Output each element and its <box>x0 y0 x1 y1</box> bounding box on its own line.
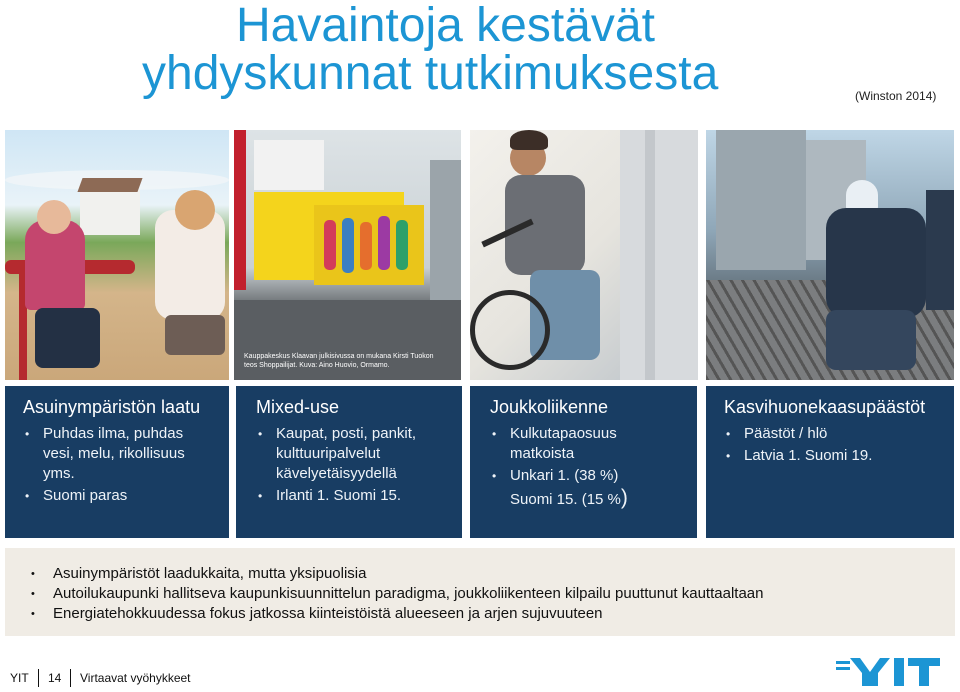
photo-shopping-centre <box>234 130 461 380</box>
footer-brand: YIT <box>10 671 29 685</box>
box-title: Asuinympäristön laatu <box>23 397 201 417</box>
bullet-icon: • <box>25 489 30 503</box>
summary-bullet: • Asuinympäristöt laadukkaita, mutta yksipuolisia <box>31 565 367 582</box>
box-bullet: • Suomi paras <box>25 487 128 504</box>
footer-section: Virtaavat vyöhykkeet <box>80 671 191 685</box>
box-bullet: • Päästöt / hlö <box>726 425 828 442</box>
box-extra-text: Suomi 15. (15 %) <box>510 486 628 509</box>
bullet-icon: • <box>258 427 263 441</box>
yit-logo <box>836 656 940 688</box>
bullet-icon: • <box>258 489 263 503</box>
footer-page-number: 14 <box>48 671 62 685</box>
box-bullet: • Kaupat, posti, pankit, kulttuuripalvelut kävelyetäisyydellä <box>258 425 417 482</box>
photo-caption: Kauppakeskus Klaavan julkisivussa on mukana Kirsti Tuokon teos Shoppailijat. Kuva: Aino Huovio, Ormamo. <box>244 353 434 369</box>
box-title: Mixed-use <box>256 397 340 417</box>
topic-box-greenhouse-emissions <box>706 386 954 538</box>
summary-bullet: • Energiatehokkuudessa fokus jatkossa kiinteistöistä alueeseen ja arjen sujuvuuteen <box>31 605 603 622</box>
topic-box-living-environment <box>5 386 229 538</box>
bullet-icon: • <box>726 449 731 463</box>
photo-playground <box>5 130 229 380</box>
bullet-icon: • <box>31 588 35 600</box>
box-bullet: • Unkari 1. (38 %) <box>492 467 619 484</box>
box-title: Joukkoliikenne <box>490 397 609 417</box>
topic-box-public-transport <box>470 386 697 538</box>
summary-panel <box>5 548 955 636</box>
bullet-icon: • <box>31 608 35 620</box>
title-line-1: Havaintoja kestävät <box>236 0 655 52</box>
citation: (Winston 2014) <box>855 89 937 103</box>
box-bullet-list <box>724 424 940 466</box>
bullet-icon: • <box>726 427 731 441</box>
box-bullet-list <box>23 424 215 506</box>
box-bullet-list <box>490 424 683 486</box>
box-bullet: • Kulkutapaosuus matkoista <box>492 425 617 462</box>
summary-bullet: • Autoilukaupunki hallitseva kaupunkisuunnittelun paradigma, joukkoliikenteen kilpailu puuttunut kauttaaltaan <box>31 585 764 602</box>
box-bullet: • Latvia 1. Suomi 19. <box>726 447 873 464</box>
topic-box-mixed-use <box>236 386 462 538</box>
photo-construction <box>706 130 954 380</box>
box-bullet-list <box>256 424 448 506</box>
box-title: Kasvihuonekaasupäästöt <box>724 397 926 417</box>
summary-bullet-list <box>31 564 955 624</box>
footer-separator <box>38 669 39 687</box>
photo-cyclist <box>470 130 698 380</box>
bullet-icon: • <box>492 469 497 483</box>
footer <box>0 664 960 692</box>
box-bullet: • Irlanti 1. Suomi 15. <box>258 487 402 504</box>
bullet-icon: • <box>31 568 35 580</box>
bullet-icon: • <box>492 427 497 441</box>
bullet-icon: • <box>25 427 30 441</box>
footer-separator <box>70 669 71 687</box>
title-line-2: yhdyskunnat tutkimuksesta <box>142 47 719 100</box>
box-bullet: • Puhdas ilma, puhdas vesi, melu, rikollisuus yms. <box>25 425 185 482</box>
